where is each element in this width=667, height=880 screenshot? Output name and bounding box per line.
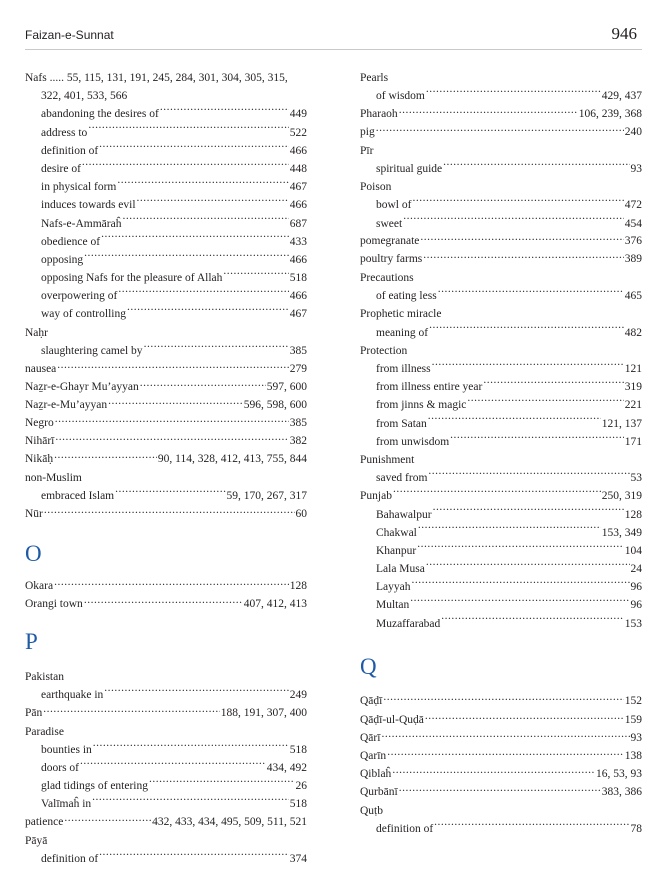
- page-number: 946: [611, 24, 637, 43]
- index-subentry: [25, 178, 307, 196]
- index-term: Protection: [360, 344, 408, 357]
- leader-dots: [122, 215, 288, 227]
- page-refs: 429, 437: [601, 90, 642, 103]
- index-term: Qiblaĥ: [360, 768, 392, 781]
- subentry-term: slaughtering camel by: [41, 344, 143, 357]
- index-entry-list: [25, 360, 307, 469]
- index-entry-patience: [25, 814, 307, 832]
- page-refs: 60: [295, 508, 307, 520]
- leader-dots: [160, 106, 289, 118]
- page-refs: 121: [624, 363, 642, 375]
- leader-dots: [383, 693, 623, 705]
- index-entry-list: [360, 693, 642, 802]
- index-pages-continued: 322, 401, 533, 566: [41, 90, 128, 103]
- subentry-term: induces towards evil: [41, 199, 136, 212]
- index-entry-prophetic-miracle: [360, 305, 642, 341]
- leader-dots: [57, 360, 288, 372]
- leader-dots: [149, 778, 295, 790]
- index-term: Precautions: [360, 272, 414, 285]
- page-refs: 59, 170, 267, 317: [226, 490, 307, 503]
- index-term: Paradise: [25, 725, 64, 738]
- index-term: Nikāḥ: [25, 453, 54, 466]
- leader-dots: [433, 506, 624, 518]
- running-header-title: Faizan-e-Sunnat: [25, 28, 114, 42]
- index-entry-precautions: [360, 269, 642, 305]
- index-term: Nihārī: [25, 435, 55, 448]
- index-column-right: [360, 69, 642, 838]
- page-refs: 597, 600: [266, 380, 307, 393]
- subentry-term: glad tidings of entering: [41, 780, 148, 793]
- index-term: Qāḍī: [360, 695, 383, 708]
- page-refs: 376: [624, 235, 642, 248]
- leader-dots: [84, 596, 243, 608]
- leader-dots: [417, 542, 624, 554]
- index-subentry: [360, 820, 642, 838]
- subentry-term: meaning of: [376, 326, 429, 339]
- leader-dots: [426, 88, 601, 100]
- leader-dots: [127, 306, 289, 318]
- index-term: Quṭb: [360, 804, 383, 817]
- leader-dots: [55, 415, 289, 427]
- page-refs: 385: [289, 417, 307, 430]
- page-refs: 522: [289, 126, 307, 139]
- page-refs: 467: [289, 181, 307, 194]
- page-refs: 433: [289, 235, 307, 248]
- leader-dots: [101, 233, 289, 245]
- index-term: Naẕr-e-Mu’ayyan: [25, 398, 108, 411]
- index-subentry: [360, 615, 642, 633]
- index-subentry: [25, 795, 307, 813]
- index-subentry: [360, 506, 642, 524]
- index-entry-paradise: [25, 723, 307, 814]
- leader-dots: [393, 488, 601, 500]
- index-entry: [25, 360, 307, 378]
- index-subentry: [25, 196, 307, 214]
- page-refs: 465: [624, 290, 642, 303]
- index-term: Qārī: [360, 731, 381, 744]
- leader-dots: [429, 324, 624, 336]
- leader-dots: [82, 160, 289, 172]
- page-refs: 93: [630, 162, 642, 175]
- index-term: Pakistan: [25, 671, 64, 684]
- index-entry-qutb: [360, 802, 642, 838]
- page-refs: 152: [624, 695, 642, 708]
- index-term: Pīr: [360, 144, 374, 157]
- page-refs: 466: [289, 199, 307, 212]
- header-divider: [25, 49, 642, 50]
- subentry-term: opposing Nafs for the pleasure of Allah: [41, 272, 223, 285]
- leader-dots: [428, 415, 601, 427]
- index-subentry: [360, 469, 642, 487]
- index-subentry: [25, 759, 307, 777]
- index-entry-pakistan: [25, 668, 307, 704]
- subentry-term: embraced Islam: [41, 490, 115, 503]
- page-refs: 93: [630, 731, 642, 744]
- index-term: Punjab: [360, 490, 392, 503]
- page-refs: 279: [289, 362, 307, 375]
- leader-dots: [93, 741, 289, 753]
- page-refs: 434, 492: [266, 762, 307, 774]
- leader-dots: [443, 160, 629, 172]
- leader-dots: [438, 288, 624, 300]
- subentry-term: way of controlling: [41, 308, 126, 321]
- index-entry-list: [25, 578, 307, 614]
- index-subentry: [360, 324, 642, 342]
- subentry-term: definition of: [41, 144, 99, 157]
- index-term: pig: [360, 126, 375, 139]
- index-entry: [360, 711, 642, 729]
- page-refs: 249: [289, 689, 307, 702]
- leader-dots: [54, 578, 289, 590]
- index-entry-pharaoh: [360, 105, 642, 123]
- index-term-row: [360, 487, 642, 505]
- leader-dots: [410, 597, 629, 609]
- index-entry-paya: [25, 832, 307, 868]
- index-subentry: [25, 142, 307, 160]
- subentry-term: overpowering of: [41, 290, 118, 303]
- index-entry: [25, 578, 307, 596]
- subentry-term: Multan: [376, 599, 410, 612]
- index-subentry: [25, 487, 307, 505]
- index-entry-nahr: [25, 324, 307, 360]
- page-refs: 53: [630, 472, 642, 485]
- subentry-term: from Satan: [376, 417, 427, 430]
- index-entry-punjab: [360, 487, 642, 633]
- subentry-term: from jinns & magic: [376, 399, 467, 412]
- index-entry: [360, 766, 642, 784]
- leader-dots: [55, 433, 288, 445]
- page-refs: 385: [289, 344, 307, 357]
- page-refs: 448: [289, 162, 307, 175]
- subentry-term: Lala Musa: [376, 563, 425, 576]
- leader-dots: [420, 233, 623, 245]
- page-refs: 121, 137: [601, 417, 642, 430]
- page-refs: 96: [630, 581, 642, 594]
- index-entry-nafs: [25, 69, 307, 324]
- index-entry-nur: [25, 506, 307, 524]
- leader-dots: [428, 470, 629, 482]
- index-subentry: [360, 160, 642, 178]
- subentry-term: Chakwal: [376, 526, 417, 539]
- index-term: Punishment: [360, 453, 415, 466]
- index-term: nausea: [25, 362, 57, 375]
- index-subentry: [360, 542, 642, 560]
- index-subentry: [360, 196, 642, 214]
- index-subentry: [25, 342, 307, 360]
- section-heading-o: O: [25, 540, 42, 566]
- index-term: poultry farms: [360, 253, 423, 266]
- page-refs: 472: [624, 199, 642, 212]
- subentry-term: doors of: [41, 762, 80, 774]
- index-term: Okara: [25, 580, 54, 593]
- page-refs: 596, 598, 600: [243, 398, 307, 411]
- page-refs: 518: [289, 272, 307, 285]
- leader-dots: [426, 561, 630, 573]
- leader-dots: [144, 342, 289, 354]
- page-refs: 96: [630, 599, 642, 612]
- subentry-term: earthquake in: [41, 689, 104, 702]
- leader-dots: [118, 288, 288, 300]
- index-subentry: [25, 124, 307, 142]
- index-entry-poison: [360, 178, 642, 233]
- page-refs: 319: [624, 381, 642, 394]
- leader-dots: [115, 488, 225, 500]
- page-refs: 104: [624, 544, 642, 557]
- page-refs: 78: [630, 823, 642, 836]
- index-entry: [360, 784, 642, 802]
- subentry-term: from unwisdom: [376, 435, 450, 448]
- leader-dots: [108, 396, 243, 408]
- index-term: Pān: [25, 706, 43, 719]
- leader-dots: [392, 766, 595, 778]
- subentry-term: spiritual guide: [376, 162, 443, 175]
- index-term: Qāḍī-ul-Quḍā: [360, 713, 424, 726]
- leader-dots: [104, 687, 288, 699]
- leader-dots: [403, 215, 624, 227]
- page-refs: 466: [289, 253, 307, 266]
- index-term: Naẕr-e-Ghayr Mu’ayyan: [25, 380, 139, 393]
- leader-dots: [434, 821, 629, 833]
- leader-dots: [64, 814, 151, 826]
- index-subentry: [360, 596, 642, 614]
- index-subentry: [25, 686, 307, 704]
- index-entry-punishment: [360, 451, 642, 487]
- leader-dots: [423, 251, 623, 263]
- subentry-term: opposing: [41, 253, 84, 266]
- subentry-term: desire of: [41, 162, 81, 175]
- index-entry: [25, 396, 307, 414]
- leader-dots: [432, 361, 624, 373]
- subentry-term: Khanpur: [376, 544, 417, 557]
- index-subentry: [25, 233, 307, 251]
- index-subentry: [360, 360, 642, 378]
- index-subentry: [25, 777, 307, 795]
- index-subentry: [25, 850, 307, 868]
- index-subentry: [25, 287, 307, 305]
- index-term: Nafs ..... 55, 115, 131, 191, 245, 284, 301, 304, 305, 315,: [25, 72, 288, 84]
- page-refs: 159: [624, 713, 642, 726]
- subentry-list: [360, 360, 642, 451]
- index-subentry: [25, 741, 307, 759]
- index-subentry: [25, 160, 307, 178]
- leader-dots: [223, 270, 288, 282]
- subentry-term: bounties in: [41, 743, 92, 756]
- index-term: Pearls: [360, 72, 389, 84]
- subentry-term: from illness: [376, 363, 431, 375]
- index-subentry: [25, 305, 307, 323]
- leader-dots: [43, 704, 220, 716]
- subentry-term: definition of: [376, 823, 434, 836]
- page-refs: 518: [289, 743, 307, 756]
- index-subentry: [360, 287, 642, 305]
- page-refs: 171: [624, 435, 642, 448]
- index-subentry: [25, 105, 307, 123]
- index-subentry: [360, 524, 642, 542]
- index-entry-pig: [360, 124, 642, 142]
- leader-dots: [381, 729, 629, 741]
- page-refs: 383, 386: [601, 786, 642, 799]
- leader-dots: [140, 378, 266, 390]
- leader-dots: [99, 850, 289, 862]
- page-refs: 454: [624, 217, 642, 230]
- subentry-term: obedience of: [41, 235, 101, 248]
- leader-dots: [425, 711, 624, 723]
- leader-dots: [376, 124, 624, 136]
- index-column-left: [25, 69, 307, 868]
- subentry-term: bowl of: [376, 199, 412, 212]
- index-entry: [25, 596, 307, 614]
- page-refs: 466: [289, 144, 307, 157]
- index-term: Orangi town: [25, 598, 83, 611]
- leader-dots: [99, 142, 289, 154]
- subentry-term: definition of: [41, 852, 99, 865]
- page-refs: 240: [624, 126, 642, 139]
- page-refs: 106, 239, 368: [578, 107, 642, 120]
- index-term: Pharaoh: [360, 107, 398, 120]
- page-refs: 432, 433, 434, 495, 509, 511, 521: [152, 816, 307, 829]
- index-subentry: [360, 215, 642, 233]
- leader-dots: [137, 197, 289, 209]
- index-subentry: [360, 87, 642, 105]
- subentry-term: of eating less: [376, 290, 437, 303]
- page-refs: 467: [289, 308, 307, 321]
- index-subentry: [360, 433, 642, 451]
- subentry-term: address to: [41, 126, 88, 139]
- page-refs: 26: [295, 780, 307, 793]
- index-entry: [360, 729, 642, 747]
- index-entry: [25, 451, 307, 469]
- page-refs: 90, 114, 328, 412, 413, 755, 844: [157, 453, 307, 466]
- index-entry: [25, 433, 307, 451]
- leader-dots: [450, 433, 624, 445]
- page-refs: 128: [289, 580, 307, 593]
- page-refs: 407, 412, 413: [243, 598, 307, 611]
- page-refs: 221: [624, 399, 642, 412]
- index-term: Prophetic miracle: [360, 308, 442, 321]
- index-subentry: [360, 560, 642, 578]
- page-refs: 389: [624, 253, 642, 266]
- page-refs: 687: [289, 217, 307, 230]
- page-refs: 374: [289, 852, 307, 865]
- page-refs: 153: [624, 617, 642, 630]
- subentry-list: [360, 196, 642, 232]
- subentry-term: abandoning the desires of: [41, 108, 159, 121]
- index-term: patience: [25, 816, 64, 829]
- subentry-term: Bahawalpur: [376, 508, 432, 521]
- subentry-term: of wisdom: [376, 90, 425, 103]
- index-entry-pan: [25, 704, 307, 722]
- subentry-term: in physical form: [41, 181, 117, 194]
- page-refs: 518: [289, 798, 307, 811]
- leader-dots: [399, 105, 578, 117]
- subentry-term: Layyah: [376, 581, 411, 594]
- subentry-term: Valīmaĥ in: [41, 798, 92, 811]
- leader-dots: [441, 615, 623, 627]
- leader-dots: [88, 124, 288, 136]
- index-subentry: [360, 578, 642, 596]
- index-entry-pomegranate: [360, 233, 642, 251]
- index-entry-protection: [360, 342, 642, 451]
- subentry-list: [360, 506, 642, 633]
- page-refs: 482: [624, 326, 642, 339]
- index-subentry: [360, 396, 642, 414]
- subentry-list: [25, 105, 307, 323]
- page-refs: 382: [289, 435, 307, 448]
- index-term: Negro: [25, 417, 54, 430]
- page-refs: 153, 349: [601, 526, 642, 539]
- index-term: Pāyā: [25, 834, 48, 847]
- page-refs: 188, 191, 307, 400: [220, 706, 307, 719]
- leader-dots: [84, 251, 289, 263]
- index-subentry: [25, 269, 307, 287]
- page-refs: 16, 53, 93: [596, 768, 642, 781]
- index-entry: [25, 415, 307, 433]
- leader-dots: [483, 379, 623, 391]
- subentry-term: sweet: [376, 217, 403, 230]
- index-subentry: [25, 251, 307, 269]
- leader-dots: [387, 747, 624, 759]
- index-entry: [25, 378, 307, 396]
- page-refs: 466: [289, 290, 307, 303]
- subentry-term: Nafs-e-Ammāraĥ: [41, 217, 122, 230]
- index-term: Qarīn: [360, 749, 387, 762]
- index-entry-pir: [360, 142, 642, 178]
- leader-dots: [467, 397, 623, 409]
- leader-dots: [418, 524, 601, 536]
- index-term: pomegranate: [360, 235, 420, 248]
- index-entry: [360, 693, 642, 711]
- leader-dots: [44, 506, 295, 518]
- index-term: non-Muslim: [25, 472, 82, 485]
- index-term: Nūr: [25, 508, 43, 520]
- subentry-term: saved from: [376, 472, 428, 485]
- index-term: Naḥr: [25, 326, 48, 339]
- leader-dots: [80, 760, 266, 772]
- index-term: Qurbānī: [360, 786, 398, 799]
- page-refs: 250, 319: [601, 490, 642, 503]
- subentry-term: Muzaffarabad: [376, 617, 441, 630]
- index-subentry: [25, 215, 307, 233]
- subentry-list: [25, 741, 307, 814]
- section-heading-p: P: [25, 629, 38, 655]
- page-refs: 128: [624, 508, 642, 521]
- subentry-term: from illness entire year: [376, 381, 483, 394]
- leader-dots: [92, 796, 289, 808]
- leader-dots: [117, 179, 288, 191]
- page-refs: 24: [630, 563, 642, 576]
- section-heading-q: Q: [360, 653, 377, 679]
- index-entry: [360, 747, 642, 765]
- index-entry-pearls: [360, 69, 642, 105]
- page-refs: 449: [289, 108, 307, 121]
- index-subentry: [360, 415, 642, 433]
- index-term: Poison: [360, 181, 392, 194]
- page-refs: 138: [624, 749, 642, 762]
- leader-dots: [411, 579, 629, 591]
- index-subentry: [360, 378, 642, 396]
- leader-dots: [54, 451, 157, 463]
- leader-dots: [399, 784, 601, 796]
- index-entry-poultry-farms: [360, 251, 642, 269]
- index-entry-non-muslim: [25, 469, 307, 505]
- leader-dots: [412, 197, 623, 209]
